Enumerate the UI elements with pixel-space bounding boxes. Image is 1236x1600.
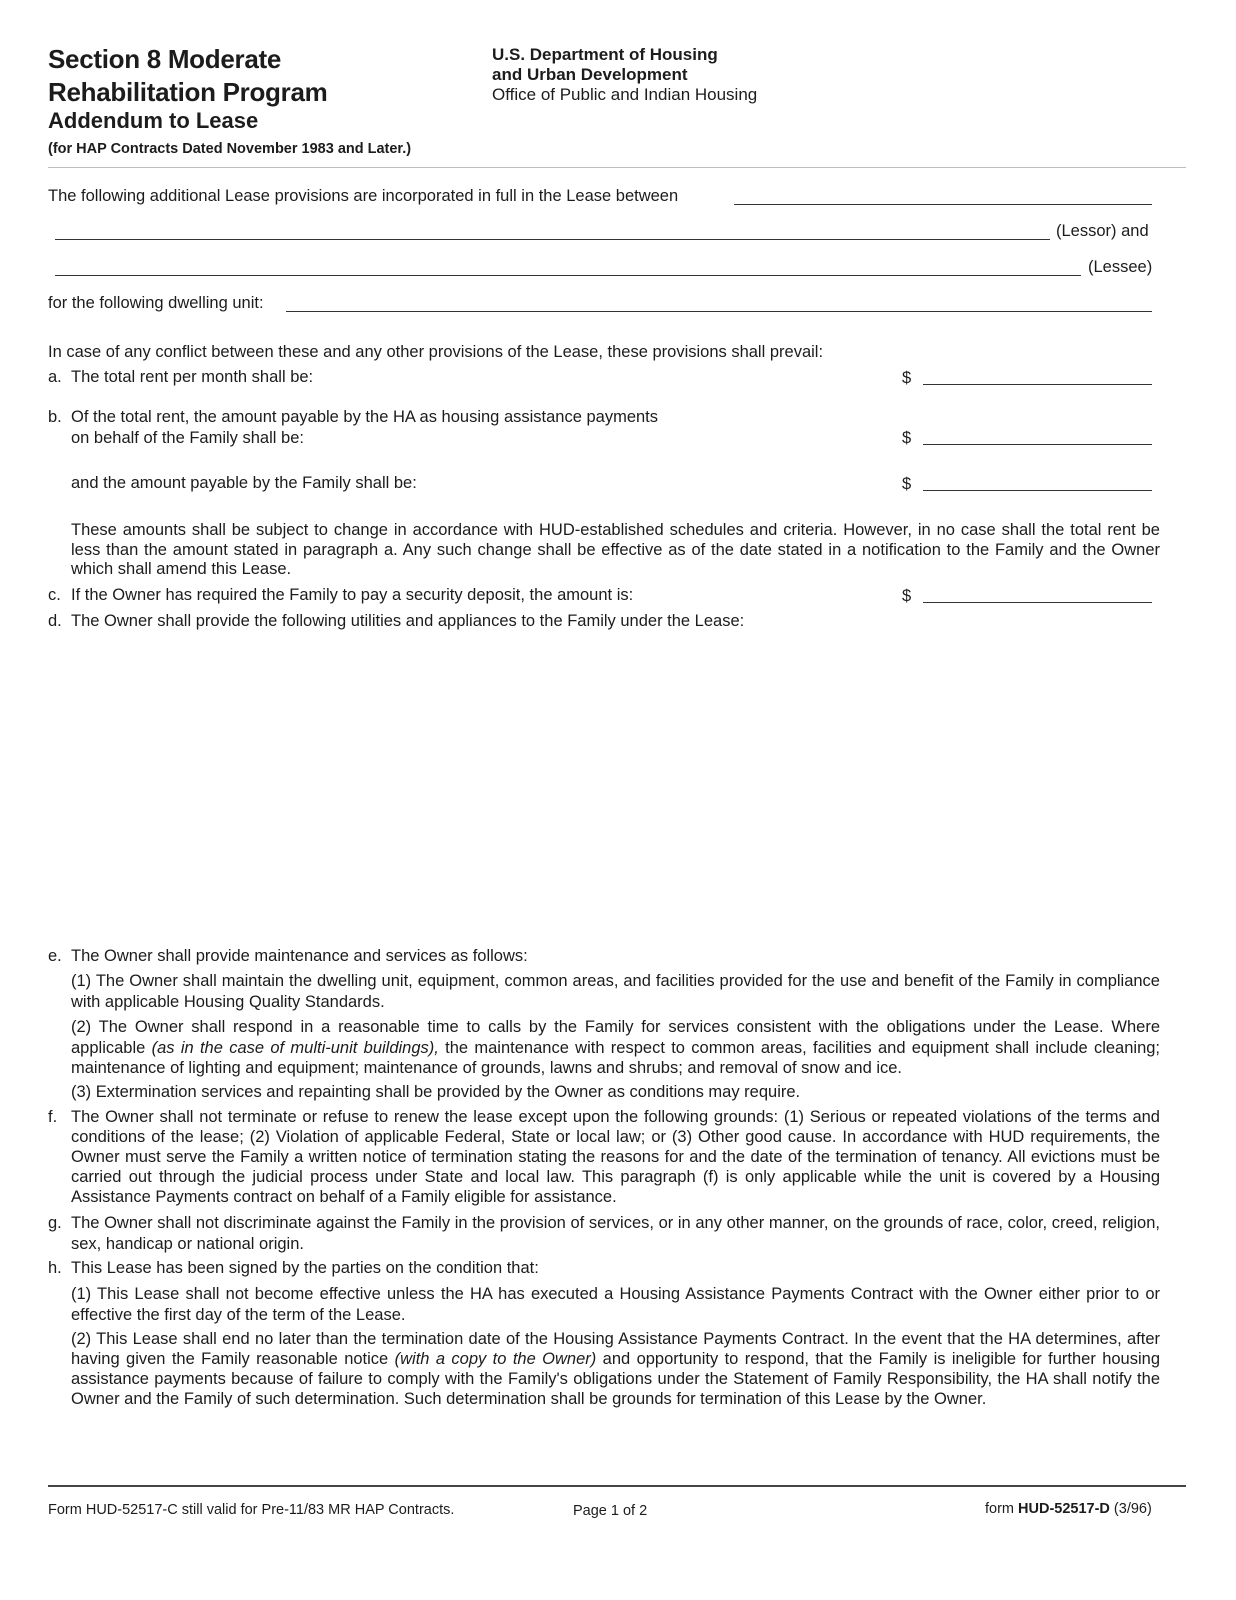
lessor-name-field-start[interactable] [734, 204, 1152, 205]
item-b-text [71, 407, 658, 448]
agency-line-2: and Urban Development [492, 65, 688, 84]
item-b-line-2: on behalf of the Family shall be: [71, 428, 304, 447]
item-h-text: This Lease has been signed by the parties on the condition that: [71, 1259, 539, 1277]
lessor-label: (Lessor) and [1056, 222, 1149, 240]
intro-between-label: The following additional Lease provisions are incorporated in full in the Lease between [48, 187, 679, 205]
item-f-marker: f. [48, 1108, 58, 1126]
header-note: (for HAP Contracts Dated November 1983 and Later.) [48, 141, 412, 157]
item-h-2 [71, 1329, 1160, 1409]
family-payment-field[interactable] [923, 490, 1152, 491]
agency-line-3: Office of Public and Indian Housing [492, 85, 758, 104]
agency-block [492, 45, 757, 105]
lessee-name-field[interactable] [55, 275, 1081, 276]
conflict-statement: In case of any conflict between these and any other provisions of the Lease, these provisions shall prevail: [48, 343, 824, 361]
item-e-2-part-2: the maintenance with respect to common areas, facilities and equipment shall include cleaning; maintenance of lighting and equipment; maintenance of grounds, lawns and shrubs; and removal of snow and ice. [71, 1038, 1161, 1077]
item-e-3: (3) Extermination services and repainting shall be provided by the Owner as conditions may require. [71, 1083, 801, 1101]
item-e-2 [71, 1017, 1160, 1079]
form-number-id: HUD-52517-D [1018, 1501, 1110, 1517]
total-rent-field[interactable] [923, 384, 1152, 385]
item-d-text: The Owner shall provide the following utilities and appliances to the Family under the Lease: [71, 612, 745, 630]
lessor-name-field[interactable] [55, 239, 1050, 240]
footer-left-note: Form HUD-52517-C still valid for Pre-11/83 MR HAP Contracts. [48, 1502, 455, 1518]
item-h-marker: h. [48, 1259, 62, 1277]
item-b-family-text: and the amount payable by the Family shall be: [71, 474, 417, 492]
form-number-prefix: form [985, 1501, 1019, 1517]
lessee-label: (Lessee) [1088, 258, 1153, 276]
dollar-sign-b-ha: $ [902, 429, 912, 447]
item-h-1: (1) This Lease shall not become effective unless the HA has executed a Housing Assistance Payments Contract with the Owner either prior to or effective the first day of the term of the Lease. [71, 1285, 1160, 1324]
item-a-text: The total rent per month shall be: [71, 368, 314, 386]
agency-line-1: U.S. Department of Housing [492, 45, 718, 64]
title-line-2: Rehabilitation Program [48, 77, 328, 107]
item-e-1: (1) The Owner shall maintain the dwelling unit, equipment, common areas, and facilities provided for the use and benefit of the Family in compliance with applicable Housing Quality Standards. [71, 972, 1160, 1011]
item-b-line-1: Of the total rent, the amount payable by the HA as housing assistance payments [71, 408, 659, 426]
utilities-entry-area[interactable] [71, 640, 1160, 935]
dwelling-unit-label: for the following dwelling unit: [48, 294, 264, 312]
form-number [985, 1501, 1152, 1517]
dollar-sign-a: $ [902, 369, 912, 387]
item-g-text: The Owner shall not discriminate against the Family in the provision of services, or in any other manner, on the grounds of race, color, creed, religion, sex, handicap or national origin. [71, 1214, 1160, 1253]
item-e-marker: e. [48, 947, 62, 965]
item-a-marker: a. [48, 368, 62, 386]
dollar-sign-b-family: $ [902, 475, 912, 493]
page-subtitle: Addendum to Lease [48, 108, 259, 133]
dwelling-unit-field[interactable] [286, 311, 1152, 312]
item-e-2-italic: (as in the case of multi-unit buildings), [151, 1038, 439, 1057]
item-h-2-part-2: and opportunity to respond, that the Family is ineligible for further housing assistance payments because of failure to comply with the Family's obligations under the Statement of Family Responsibility, the HA shall notify the Owner and the Family of such determination. Such determination shall be grounds for termination of this Lease by the Owner. [71, 1350, 1161, 1408]
item-g-marker: g. [48, 1214, 62, 1232]
item-h-2-part-1: (2) This Lease shall end no later than the termination date of the Housing Assistance Payments Contract. In the event that the HA determines, after having given the Family reasonable notice [71, 1330, 1160, 1368]
item-h-2-italic: (with a copy to the Owner) [394, 1350, 597, 1368]
ha-payment-field[interactable] [923, 444, 1152, 445]
item-e-text: The Owner shall provide maintenance and services as follows: [71, 947, 528, 965]
security-deposit-field[interactable] [923, 602, 1152, 603]
page-number: Page 1 of 2 [573, 1503, 648, 1519]
item-f-text: The Owner shall not terminate or refuse to renew the lease except upon the following grounds: (1) Serious or repeated violations of the terms and conditions of the lease; (2) Violation of applicable Federal, State or local law; or (3) Other good cause. In accordance with HUD requirements, the Owner must serve the Family a written notice of termination stating the reasons for and the date of the termination of tenancy. All evictions must be carried out through the judicial process under State and local law. This paragraph (f) is only applicable while the unit is covered by a Housing Assistance Payments contract on behalf of a Family eligible for assistance. [71, 1108, 1160, 1206]
title-line-1: Section 8 Moderate [48, 44, 281, 74]
header-divider [48, 167, 1186, 168]
program-title [48, 43, 327, 109]
item-d-marker: d. [48, 612, 62, 630]
item-b-marker: b. [48, 408, 62, 426]
footer-divider [48, 1485, 1186, 1487]
item-b-note: These amounts shall be subject to change in accordance with HUD-established schedules and criteria. However, in no case shall the total rent be less than the amount stated in paragraph a. Any such change shall be effective as of the date stated in a notification to the Family and the Owner which shall amend this Lease. [71, 521, 1160, 578]
item-c-marker: c. [48, 586, 61, 604]
dollar-sign-c: $ [902, 587, 912, 605]
item-c-text: If the Owner has required the Family to pay a security deposit, the amount is: [71, 586, 634, 604]
item-e-2-part-1: (2) The Owner shall respond in a reasonable time to calls by the Family for services consistent with the obligations under the Lease. Where applicable [71, 1018, 1160, 1057]
form-number-date: (3/96) [1109, 1501, 1152, 1517]
